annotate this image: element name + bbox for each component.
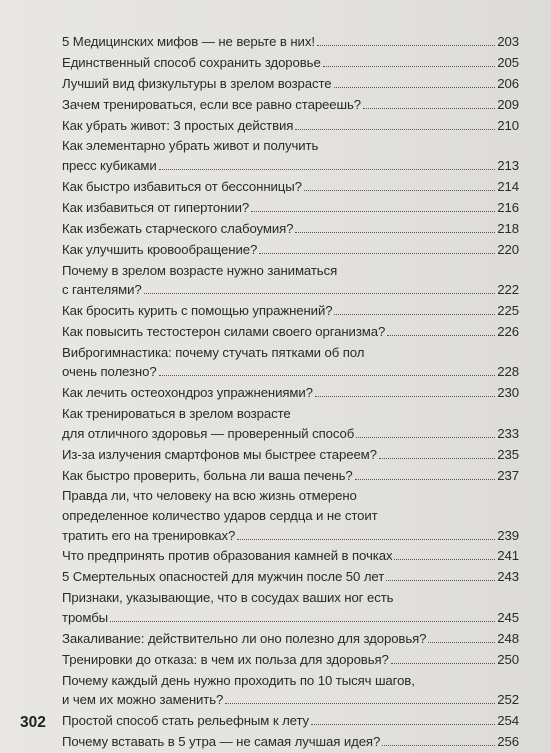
dot-leader <box>387 335 495 336</box>
dot-leader <box>334 87 496 88</box>
toc-entry <box>62 74 519 94</box>
dot-leader <box>295 232 495 233</box>
dot-leader <box>391 663 496 664</box>
toc-entry-title: 5 Смертельных опасностей для мужчин после 50 лет <box>62 569 385 585</box>
toc-entry-page: 228 <box>497 364 519 380</box>
toc-entry <box>62 95 519 115</box>
dot-leader <box>323 66 496 67</box>
toc-entry-row <box>62 650 519 670</box>
toc-entry-title: Закаливание: действительно ли оно полезно для здоровья? <box>62 630 427 646</box>
toc-entry <box>62 240 519 260</box>
toc-entry-row <box>62 629 519 649</box>
toc-entry <box>62 732 519 752</box>
toc-entry-title: 5 Медицинских мифов — не верьте в них! <box>62 34 315 49</box>
toc-entry-title: Лучший вид физкультуры в зрелом возрасте <box>62 75 332 91</box>
toc-entry-title: с гантелями? <box>62 282 142 298</box>
toc-entry-page: 206 <box>497 75 519 91</box>
toc-entry-page: 203 <box>497 34 519 49</box>
dot-leader <box>144 293 496 294</box>
toc-entry-title: тромбы <box>62 609 109 625</box>
toc-entry-page: 222 <box>497 282 519 298</box>
toc-entry-page: 210 <box>497 117 519 133</box>
toc-entry-title: Как избежать старческого слабоумия? <box>62 220 294 236</box>
toc-entry <box>62 486 519 545</box>
toc-entry-page: 225 <box>497 302 519 318</box>
toc-entry-row <box>62 240 519 260</box>
toc-entry-page: 241 <box>497 548 519 564</box>
toc-entry-title: пресс кубиками <box>62 158 157 174</box>
dot-leader <box>311 724 495 725</box>
toc-entry-page: 250 <box>497 651 519 667</box>
toc-entry <box>62 301 519 321</box>
dot-leader <box>428 642 495 643</box>
toc-entry-row <box>62 546 519 566</box>
toc-entry <box>62 588 519 627</box>
dot-leader <box>315 396 495 397</box>
toc-entry-page: 256 <box>497 733 519 749</box>
dot-leader <box>355 479 496 480</box>
toc-entry-title: Зачем тренироваться, если все равно стареешь? <box>62 96 362 112</box>
toc-entry <box>62 136 519 175</box>
toc-entry-title-line: Как элементарно убрать живот и получить <box>62 138 319 154</box>
toc-entry <box>62 343 519 382</box>
toc-entry-title-line: Почему в зрелом возрасте нужно заниматься <box>62 262 338 278</box>
dot-leader <box>394 559 495 560</box>
toc-entry-page: 252 <box>497 692 519 708</box>
toc-entry-row <box>62 177 519 197</box>
dot-leader <box>334 314 495 315</box>
toc-entry-page: 218 <box>497 220 519 236</box>
toc-entry <box>62 671 519 710</box>
toc-entry-title: тратить его на тренировках? <box>62 527 236 543</box>
toc-entry-page: 239 <box>497 527 519 543</box>
toc-entry-page: 237 <box>497 467 519 483</box>
toc-entry-row <box>62 383 519 403</box>
toc-entry-row <box>62 424 519 444</box>
toc-entry-row <box>62 156 519 176</box>
toc-entry-title: и чем их можно заменить? <box>62 692 224 708</box>
toc-entry-title: Как бросить курить с помощью упражнений? <box>62 302 333 318</box>
toc-entry-page: 216 <box>497 199 519 215</box>
toc-entry-page: 213 <box>497 158 519 174</box>
toc-entry <box>62 466 519 486</box>
toc-entry-page: 209 <box>497 96 519 112</box>
toc-entry-page: 245 <box>497 609 519 625</box>
toc-entry <box>62 629 519 649</box>
dot-leader <box>382 745 495 746</box>
toc-entry-row <box>62 362 519 382</box>
dot-leader <box>251 211 495 212</box>
dot-leader <box>356 437 495 438</box>
dot-leader <box>159 375 496 376</box>
toc-entry-title: Что предпринять против образования камней в почках <box>62 548 393 564</box>
toc-entry-title-line: Как тренироваться в зрелом возрасте <box>62 406 291 422</box>
toc-entry-row <box>62 608 519 628</box>
toc-entry-page: 235 <box>497 446 519 462</box>
page-number: 302 <box>20 714 46 731</box>
toc-entry-row <box>62 198 519 218</box>
toc-entry <box>62 219 519 239</box>
toc-entry-page: 248 <box>497 630 519 646</box>
toc-entry-page: 205 <box>497 54 519 70</box>
toc-entry-row <box>62 116 519 136</box>
toc-entry-title: Как улучшить кровообращение? <box>62 241 258 257</box>
toc-entry <box>62 322 519 342</box>
toc-entry-row <box>62 219 519 239</box>
toc-entry-row <box>62 32 519 52</box>
toc-entry-title: Тренировки до отказа: в чем их польза для здоровья? <box>62 651 389 667</box>
toc-entry-title: Из-за излучения смартфонов мы быстрее стареем? <box>62 446 377 462</box>
toc-entry-page: 214 <box>497 178 519 194</box>
toc-entry-title: Как убрать живот: 3 простых действия <box>62 117 294 133</box>
toc-entry-page: 243 <box>497 569 519 585</box>
toc-entry-title: Как быстро избавиться от бессонницы? <box>62 178 302 194</box>
toc-entry-row <box>62 526 519 546</box>
toc-entry-title: очень полезно? <box>62 364 157 380</box>
toc-entry <box>62 445 519 465</box>
toc-entry <box>62 32 519 52</box>
toc-entry <box>62 383 519 403</box>
toc-entry <box>62 711 519 731</box>
dot-leader <box>363 108 495 109</box>
toc-entry-title-line: Виброгимнастика: почему стучать пятками об пол <box>62 344 365 360</box>
toc-entry-row <box>62 690 519 710</box>
toc-entry <box>62 198 519 218</box>
toc-entry-title: Как быстро проверить, больна ли ваша печень? <box>62 467 353 483</box>
toc-entry <box>62 177 519 197</box>
dot-leader <box>317 45 495 46</box>
toc-entry-title: для отличного здоровья — проверенный способ <box>62 425 355 441</box>
toc-entry-title: Как лечить остеохондроз упражнениями? <box>62 385 313 401</box>
toc-entry-row <box>62 74 519 94</box>
table-of-contents <box>62 32 519 753</box>
toc-entry-page: 220 <box>497 241 519 257</box>
toc-entry-title: Как избавиться от гипертонии? <box>62 199 250 215</box>
dot-leader <box>110 621 495 622</box>
dot-leader <box>159 169 496 170</box>
dot-leader <box>259 253 495 254</box>
toc-entry-row <box>62 53 519 73</box>
dot-leader <box>386 580 495 581</box>
toc-entry-title-line: Правда ли, что человеку на всю жизнь отмерено <box>62 488 357 504</box>
toc-entry-row <box>62 445 519 465</box>
toc-entry-row <box>62 322 519 342</box>
dot-leader <box>225 703 495 704</box>
toc-entry <box>62 650 519 670</box>
toc-entry-row <box>62 280 519 300</box>
toc-entry <box>62 567 519 587</box>
toc-entry-title: Как повысить тестостерон силами своего организма? <box>62 323 386 339</box>
toc-entry-row <box>62 95 519 115</box>
toc-entry-row <box>62 732 519 752</box>
toc-entry-row <box>62 567 519 587</box>
toc-entry <box>62 261 519 300</box>
toc-entry-title-line: Почему каждый день нужно проходить по 10 тысяч шагов, <box>62 672 415 688</box>
dot-leader <box>295 129 495 130</box>
toc-entry-row <box>62 466 519 486</box>
toc-entry <box>62 546 519 566</box>
toc-entry-row <box>62 711 519 731</box>
toc-entry-title: Почему вставать в 5 утра — не самая лучшая идея? <box>62 733 381 749</box>
dot-leader <box>304 190 495 191</box>
toc-entry-page: 230 <box>497 385 519 401</box>
toc-entry <box>62 404 519 443</box>
toc-entry-title-line: определенное количество ударов сердца и не стоит <box>62 508 378 523</box>
toc-entry <box>62 116 519 136</box>
toc-entry-title-line: Признаки, указывающие, что в сосудах ваших ног есть <box>62 590 394 606</box>
toc-entry-title: Единственный способ сохранить здоровье <box>62 54 321 70</box>
dot-leader <box>237 539 495 540</box>
toc-entry-row <box>62 301 519 321</box>
dot-leader <box>379 458 495 459</box>
toc-entry-page: 254 <box>497 713 519 729</box>
toc-entry-page: 233 <box>497 425 519 441</box>
toc-entry <box>62 53 519 73</box>
toc-entry-title: Простой способ стать рельефным к лету <box>62 713 310 729</box>
toc-entry-page: 226 <box>497 323 519 339</box>
